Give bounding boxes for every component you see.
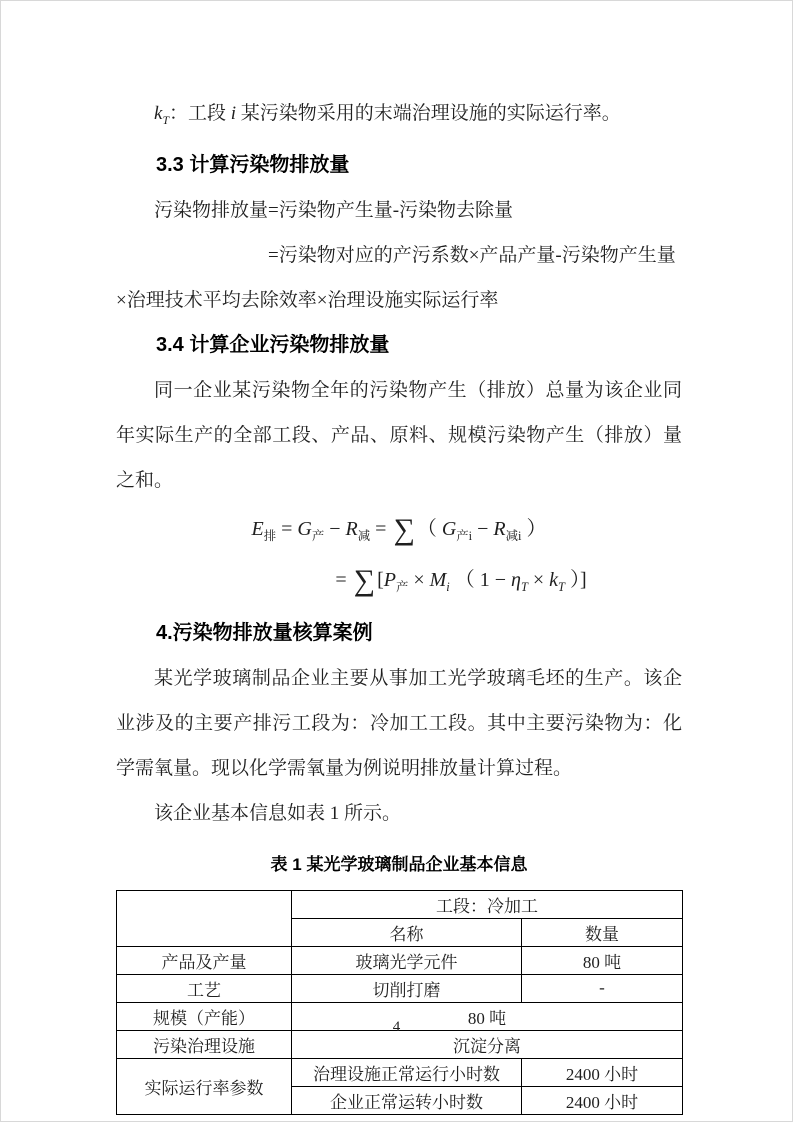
cell-name: 切削打磨 [292,974,522,1002]
table-row [117,946,683,974]
formula-line-1: $E_排 = G_产 - R_减$ = ∑ （ $G_{产i} - R_{减i}$ ） [251,512,547,546]
table-row [117,974,683,1002]
basic-info-table [116,890,683,1115]
para-kt-definition: $k_T$：工段 i 某污染物采用的末端治理设施的实际运行率。 [154,103,621,127]
cell-label: 实际运行率参数 [117,1058,292,1114]
cell-name: 企业正常运转小时数 [292,1086,522,1114]
formula-display [116,507,682,609]
cell-qty: - [522,974,683,1002]
cell-label: 工艺 [117,974,292,1002]
cell-label: 规模（产能） [117,1002,292,1030]
cell-col-header-name: 名称 [292,918,522,946]
sigma-symbol: ∑ [393,512,415,546]
cell-merged-value: 沉淀分离 [292,1030,683,1058]
cell-empty [117,890,292,946]
cell-col-header-qty: 数量 [522,918,683,946]
cell-merged-value: 80 吨 [292,1002,683,1030]
page-number: 4 [392,1019,401,1035]
formula-text-line-3: ×治理技术平均去除效率×治理设施实际运行率 [116,289,499,311]
cell-qty: 2400 小时 [522,1086,683,1114]
cell-label: 产品及产量 [117,946,292,974]
heading-3-3: 3.3 计算污染物排放量 [156,153,350,176]
formula-text-line-1: 污染物排放量=污染物产生量-污染物去除量 [154,199,514,221]
cell-section-header: 工段：冷加工 [292,890,683,918]
table-row [117,1058,683,1086]
cell-name: 玻璃光学元件 [292,946,522,974]
heading-3-4: 3.4 计算企业污染物排放量 [156,333,390,356]
table-caption: 表 1 某光学玻璃制品企业基本信息 [270,854,528,874]
formula-line-2: = ∑ [$P_产 \times M_i$ （ $1 - \eta_T \times k_T$ ）] [335,563,587,597]
sigma-symbol: ∑ [353,563,376,597]
formula-text-line-2: =污染物对应的产污系数×产品产量-污染物产生量 [268,244,676,266]
table-row [117,890,683,918]
cell-label: 污染治理设施 [117,1030,292,1058]
paragraph-table-ref: 该企业基本信息如表 1 所示。 [154,802,402,824]
heading-4: 4.污染物排放量核算案例 [156,621,373,644]
paragraph-case: 某光学玻璃制品企业主要从事加工光学玻璃毛坯的生产。该企业涉及的主要产排污工段为：冷加工工段。其中主要污染物为：化学需氧量。现以化学需氧量为例说明排放量计算过程。 [116,667,682,779]
paragraph-3-4: 同一企业某污染物全年的污染物产生（排放）总量为该企业同年实际生产的全部工段、产品、原料、规模污染物产生（排放）量之和。 [116,379,682,491]
cell-qty: 2400 小时 [522,1058,683,1086]
page-content [116,91,682,1115]
cell-qty: 80 吨 [522,946,683,974]
cell-name: 治理设施正常运行小时数 [292,1058,522,1086]
